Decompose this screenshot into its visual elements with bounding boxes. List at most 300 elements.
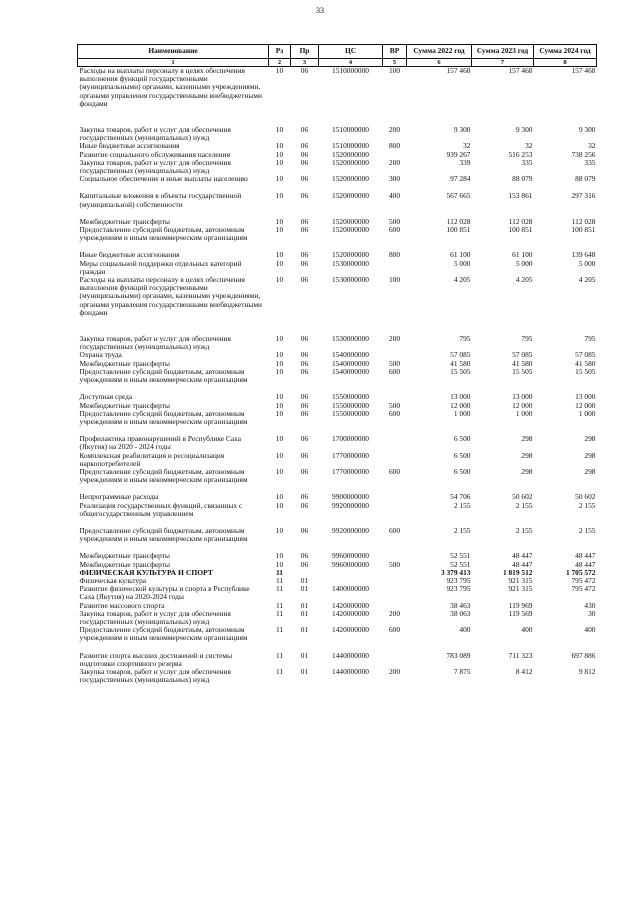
cell-vr: 800	[388, 250, 401, 260]
cell-name: Развитие массового спорта	[79, 600, 165, 610]
column-number: 4	[319, 59, 383, 67]
cell-pr: 06	[300, 191, 309, 201]
cell-cs: 1520000000	[332, 191, 369, 201]
cell-sum-2022: 783 089	[446, 650, 471, 660]
column-number: 2	[269, 59, 291, 67]
cell-pr: 06	[300, 500, 309, 510]
row-spacer	[78, 317, 597, 326]
cell-sum-2022: 400	[459, 625, 471, 635]
cell-sum-2023: 100 851	[508, 225, 533, 235]
cell-sum-2023: 298	[521, 434, 533, 444]
cell-sum-2024: 298	[584, 466, 596, 476]
table-row	[78, 610, 597, 626]
cell-name: Капитальные вложения в объекты государственной (муниципальной) собственности	[79, 191, 242, 209]
cell-rz: 10	[275, 66, 284, 75]
cell-sum-2022: 9 300	[453, 125, 471, 135]
cell-sum-2022: 52 551	[450, 551, 471, 561]
cell-sum-2024: 41 580	[575, 358, 596, 368]
table-row	[78, 435, 597, 451]
cell-cs: 9960000000	[332, 551, 369, 561]
cell-name: Межбюджетные трансферты	[79, 358, 170, 368]
column-number: 6	[407, 59, 472, 67]
cell-cs: 1510000000	[332, 125, 369, 135]
cell-sum-2024: 13 000	[575, 392, 596, 402]
cell-pr: 06	[300, 174, 309, 184]
cell-rz: 10	[275, 525, 284, 535]
cell-vr: 500	[388, 216, 401, 226]
cell-rz: 10	[275, 275, 284, 285]
column-number: 3	[291, 59, 319, 67]
cell-pr: 01	[300, 584, 309, 594]
header-sum-2022: Сумма 2022 год	[407, 45, 472, 59]
table-row	[78, 175, 597, 183]
cell-sum-2023: 8 412	[515, 666, 533, 676]
cell-pr: 06	[300, 350, 309, 360]
cell-vr: 200	[388, 125, 401, 135]
cell-cs: 1420000000	[332, 608, 369, 618]
cell-cs: 1540000000	[332, 350, 369, 360]
cell-pr: 06	[300, 450, 309, 460]
cell-pr: 01	[300, 650, 309, 660]
cell-pr: 06	[300, 551, 309, 561]
cell-sum-2022: 15 505	[450, 366, 471, 376]
cell-sum-2023: 516 253	[508, 149, 533, 159]
cell-pr: 01	[300, 575, 309, 585]
cell-sum-2022: 4 205	[453, 275, 471, 285]
column-number: 8	[534, 59, 597, 67]
cell-pr: 06	[300, 358, 309, 368]
cell-vr	[383, 493, 407, 501]
cell-sum-2022: 2 155	[453, 525, 471, 535]
cell-pr: 06	[300, 392, 309, 402]
cell-sum-2024: 298	[584, 434, 596, 444]
cell-cs: 1550000000	[332, 392, 369, 402]
cell-sum-2022: 2 155	[453, 500, 471, 510]
column-number: 7	[472, 59, 534, 67]
cell-cs: 1530000000	[332, 258, 369, 268]
cell-sum-2024: 795	[584, 334, 596, 344]
cell-name: Закупка товаров, работ и услуг для обеспечения государственных (муниципальных) нужд	[79, 334, 231, 352]
table-row	[78, 276, 597, 317]
cell-pr: 06	[300, 400, 309, 410]
cell-cs: 9920000000	[332, 500, 369, 510]
cell-sum-2024: 430	[584, 600, 596, 610]
cell-sum-2023: 921 315	[508, 575, 533, 585]
cell-vr: 600	[388, 366, 401, 376]
cell-rz: 10	[275, 250, 284, 260]
cell-rz: 10	[275, 434, 284, 444]
table-row	[78, 410, 597, 426]
cell-rz: 10	[275, 125, 284, 135]
table-body	[78, 67, 597, 685]
cell-cs: 1540000000	[332, 366, 369, 376]
cell-pr: 06	[300, 366, 309, 376]
cell-sum-2023: 298	[521, 450, 533, 460]
cell-sum-2024: 9 812	[578, 666, 596, 676]
budget-table	[77, 44, 597, 684]
cell-name: Закупка товаров, работ и услуг для обеспечения государственных (муниципальных) нужд	[79, 157, 231, 176]
cell-cs: 1770000000	[332, 450, 369, 460]
cell-sum-2022: 3 379 413	[440, 567, 471, 577]
cell-cs: 1520000000	[332, 216, 369, 226]
table-row	[78, 652, 597, 668]
cell-vr: 600	[388, 625, 401, 635]
cell-cs: 9960000000	[332, 559, 369, 569]
cell-sum-2024: 1 000	[578, 408, 596, 418]
cell-sum-2022: 38 063	[450, 608, 471, 618]
cell-rz: 11	[275, 625, 284, 635]
cell-rz: 10	[275, 500, 284, 510]
cell-sum-2024: 32	[588, 141, 596, 151]
cell-sum-2024: 139 648	[571, 250, 596, 260]
cell-sum-2024: 48 447	[575, 559, 596, 569]
cell-sum-2022: 61 100	[450, 250, 471, 260]
cell-sum-2023: 48 447	[512, 551, 533, 561]
cell-sum-2022: 567 665	[446, 191, 471, 201]
cell-pr: 06	[300, 250, 309, 260]
cell-name: Предоставление субсидий бюджетным, автономным учреждениям и иным некоммерческим организациям	[79, 625, 248, 643]
cell-sum-2024: 50 602	[575, 492, 596, 502]
column-number: 1	[78, 59, 269, 67]
cell-sum-2022: 7 875	[453, 666, 471, 676]
cell-sum-2023: 157 468	[508, 66, 533, 75]
cell-sum-2024: 298	[584, 450, 596, 460]
cell-sum-2023: 88 079	[512, 174, 533, 184]
cell-sum-2022: 57 085	[450, 350, 471, 360]
cell-name: Предоставление субсидий бюджетным, автономным учреждениям и иным некоммерческим организациям	[79, 408, 248, 426]
cell-name: Непрограммные расходы	[79, 492, 159, 502]
cell-sum-2023: 50 602	[512, 492, 533, 502]
cell-pr: 01	[300, 608, 309, 618]
cell-name: Развитие физической культуры и спорта в Республике Саха (Якутия) на 2020-2024 годы	[79, 584, 250, 602]
table-row	[78, 626, 597, 642]
cell-name: Иные бюджетные ассигнования	[79, 250, 180, 260]
cell-cs: 1440000000	[332, 650, 369, 660]
cell-name: Социальное обеспечение и иные выплаты населению	[79, 174, 248, 184]
cell-rz: 10	[275, 358, 284, 368]
cell-name: Комплексная реабилитация и ресоциализация наркопотребителей	[79, 450, 225, 468]
cell-pr: 01	[300, 666, 309, 676]
cell-sum-2022: 6 500	[453, 434, 471, 444]
cell-cs: 1550000000	[332, 408, 369, 418]
cell-name: Развитие спорта высших достижений и системы подготовки спортивного резерва	[79, 650, 233, 668]
spacer-cell	[78, 108, 597, 117]
cell-cs: 1420000000	[332, 600, 369, 610]
cell-sum-2023: 5 000	[515, 258, 533, 268]
cell-rz: 10	[275, 366, 284, 376]
cell-sum-2023: 48 447	[512, 559, 533, 569]
cell-cs: 1530000000	[332, 275, 369, 285]
cell-vr: 600	[388, 466, 401, 476]
cell-sum-2023: 298	[521, 466, 533, 476]
cell-vr: 200	[388, 157, 401, 167]
cell-pr: 06	[300, 141, 309, 151]
cell-sum-2022: 6 500	[453, 450, 471, 460]
table-row	[78, 668, 597, 684]
cell-sum-2023: 335	[521, 157, 533, 167]
cell-vr: 600	[388, 408, 401, 418]
cell-sum-2024: 112 028	[571, 216, 596, 226]
cell-sum-2023: 2 155	[515, 500, 533, 510]
cell-sum-2022: 6 500	[453, 466, 471, 476]
cell-cs: 1770000000	[332, 466, 369, 476]
cell-rz: 10	[275, 149, 284, 159]
row-spacer	[78, 108, 597, 117]
cell-rz: 11	[275, 608, 284, 618]
cell-sum-2022: 32	[463, 141, 471, 151]
cell-name: Межбюджетные трансферты	[79, 559, 170, 569]
cell-vr: 500	[388, 559, 401, 569]
cell-vr: 100	[388, 66, 401, 75]
cell-name: Закупка товаров, работ и услуг для обеспечения государственных (муниципальных) нужд	[79, 608, 231, 626]
cell-sum-2023: 112 028	[508, 216, 533, 226]
table-row	[78, 126, 597, 142]
cell-vr	[383, 502, 407, 518]
cell-pr: 06	[300, 125, 309, 135]
cell-name: Профилактика правонарушений в Республике Саха (Якутия) на 2020 - 2024 годы	[79, 434, 241, 452]
cell-vr: 400	[388, 191, 401, 201]
cell-sum-2023: 1 000	[515, 408, 533, 418]
cell-sum-2023: 57 085	[512, 350, 533, 360]
cell-sum-2023: 41 580	[512, 358, 533, 368]
cell-sum-2023: 15 505	[512, 366, 533, 376]
cell-sum-2024: 400	[584, 625, 596, 635]
cell-cs: 1510000000	[332, 141, 369, 151]
table-row	[78, 192, 597, 208]
cell-name: Реализация государственных функций, связанных с общегосударственным управлением	[79, 500, 243, 518]
table-row	[78, 67, 597, 109]
cell-rz: 11	[275, 600, 284, 610]
cell-sum-2022: 339	[459, 157, 471, 167]
cell-name: Меры социальной поддержки отдельных категорий граждан	[79, 258, 242, 276]
cell-sum-2024: 157 468	[571, 66, 596, 75]
cell-cs: 1520000000	[332, 157, 369, 167]
cell-vr: 100	[388, 275, 401, 285]
cell-cs: 9920000000	[332, 525, 369, 535]
cell-sum-2023: 119 969	[508, 600, 533, 610]
cell-sum-2024: 2 155	[578, 525, 596, 535]
cell-pr: 06	[300, 492, 309, 502]
cell-rz: 11	[275, 575, 284, 585]
cell-rz: 10	[275, 141, 284, 151]
cell-vr	[383, 585, 407, 601]
cell-name: Предоставление субсидий бюджетным, автономным учреждениям и иным некоммерческим организациям	[79, 366, 248, 385]
cell-name: Физическая культура	[79, 575, 147, 585]
cell-rz: 10	[275, 258, 284, 268]
table-row	[78, 335, 597, 351]
cell-pr: 06	[300, 258, 309, 268]
cell-sum-2022: 112 028	[446, 216, 471, 226]
cell-sum-2024: 100 851	[571, 225, 596, 235]
cell-sum-2022: 923 795	[446, 584, 471, 594]
cell-sum-2023: 12 000	[512, 400, 533, 410]
cell-sum-2024: 57 085	[575, 350, 596, 360]
header-vr: ВР	[383, 45, 407, 59]
cell-sum-2023: 4 205	[515, 275, 533, 285]
cell-sum-2024: 335	[584, 157, 596, 167]
header-pr: Пр	[291, 45, 319, 59]
cell-rz: 10	[275, 400, 284, 410]
cell-rz: 10	[275, 551, 284, 561]
cell-vr	[383, 452, 407, 468]
cell-vr: 600	[388, 225, 401, 235]
cell-rz: 10	[275, 191, 284, 201]
table-row	[78, 368, 597, 384]
header-rz: Рз	[269, 45, 291, 59]
cell-vr	[383, 652, 407, 668]
cell-rz: 10	[275, 216, 284, 226]
cell-cs: 1520000000	[332, 225, 369, 235]
cell-sum-2023: 400	[521, 625, 533, 635]
cell-sum-2024: 9 300	[578, 125, 596, 135]
cell-vr	[383, 435, 407, 451]
header-name: Наименование	[78, 45, 269, 59]
cell-cs: 1530000000	[332, 334, 369, 344]
cell-rz: 10	[275, 225, 284, 235]
cell-vr: 500	[388, 358, 401, 368]
cell-sum-2023: 13 000	[512, 392, 533, 402]
cell-name: Межбюджетные трансферты	[79, 551, 170, 561]
column-number: 5	[383, 59, 407, 67]
cell-cs: 1400000000	[332, 584, 369, 594]
cell-cs: 1520000000	[332, 174, 369, 184]
cell-cs: 9900000000	[332, 492, 369, 502]
cell-sum-2024: 5 000	[578, 258, 596, 268]
cell-name: ФИЗИЧЕСКАЯ КУЛЬТУРА И СПОРТ	[79, 567, 213, 577]
cell-sum-2022: 13 000	[450, 392, 471, 402]
cell-name: Доступная среда	[79, 392, 133, 402]
cell-sum-2023: 1 819 512	[502, 567, 533, 577]
cell-vr: 800	[388, 141, 401, 151]
table-row	[78, 468, 597, 484]
cell-sum-2024: 297 316	[571, 191, 596, 201]
cell-rz: 11	[275, 650, 284, 660]
cell-vr	[383, 577, 407, 585]
cell-rz: 10	[275, 559, 284, 569]
cell-vr	[383, 260, 407, 276]
cell-cs: 1540000000	[332, 358, 369, 368]
table-row	[78, 502, 597, 518]
cell-sum-2024: 697 886	[571, 650, 596, 660]
cell-vr	[383, 569, 407, 577]
cell-pr: 01	[300, 625, 309, 635]
cell-cs: 1550000000	[332, 400, 369, 410]
cell-rz: 10	[275, 392, 284, 402]
cell-rz: 11	[276, 567, 283, 577]
cell-pr: 06	[300, 225, 309, 235]
cell-sum-2023: 9 300	[515, 125, 533, 135]
cell-sum-2024: 1 705 572	[565, 567, 596, 577]
cell-rz: 10	[275, 466, 284, 476]
cell-name: Закупка товаров, работ и услуг для обеспечения государственных (муниципальных) нужд	[79, 666, 231, 685]
cell-cs: 1520000000	[332, 149, 369, 159]
cell-cs	[319, 569, 383, 577]
cell-pr: 06	[300, 216, 309, 226]
table-row	[78, 159, 597, 175]
cell-pr: 06	[300, 434, 309, 444]
cell-name: Развитие социального обслуживания населения	[79, 149, 230, 159]
cell-sum-2024: 48 447	[575, 551, 596, 561]
cell-rz: 11	[275, 666, 284, 676]
cell-vr: 300	[388, 174, 401, 184]
cell-rz: 10	[275, 408, 284, 418]
cell-sum-2022: 1 000	[453, 408, 471, 418]
cell-name: Закупка товаров, работ и услуг для обеспечения государственных (муниципальных) нужд	[79, 125, 231, 143]
cell-sum-2022: 939 267	[446, 149, 471, 159]
cell-rz: 10	[275, 334, 284, 344]
cell-rz: 10	[275, 174, 284, 184]
cell-pr: 06	[300, 559, 309, 569]
cell-cs: 1420000000	[332, 625, 369, 635]
cell-sum-2023: 153 861	[508, 191, 533, 201]
cell-vr: 200	[388, 608, 401, 618]
cell-sum-2024: 795 472	[571, 575, 596, 585]
table-row	[78, 527, 597, 543]
cell-rz: 10	[275, 450, 284, 460]
cell-sum-2024: 2 155	[578, 500, 596, 510]
cell-sum-2023: 119 569	[508, 608, 533, 618]
cell-sum-2024: 795 472	[571, 584, 596, 594]
cell-sum-2024: 4 205	[578, 275, 596, 285]
cell-sum-2023: 795	[521, 334, 533, 344]
header-cs: ЦС	[319, 45, 383, 59]
cell-cs: 1510000000	[332, 66, 369, 75]
cell-sum-2023: 2 155	[515, 525, 533, 535]
cell-pr: 06	[300, 149, 309, 159]
cell-sum-2024: 15 505	[575, 366, 596, 376]
cell-pr: 06	[300, 466, 309, 476]
cell-name: Предоставление субсидий бюджетным, автономным учреждениям и иным некоммерческим организациям	[79, 525, 248, 544]
header-row	[78, 45, 597, 59]
table-row	[78, 260, 597, 276]
cell-name: Межбюджетные трансферты	[79, 400, 170, 410]
cell-sum-2022: 54 706	[450, 492, 471, 502]
cell-sum-2022: 157 468	[446, 66, 471, 75]
cell-vr: 200	[388, 334, 401, 344]
cell-sum-2022: 5 000	[453, 258, 471, 268]
header-sum-2024: Сумма 2024 год	[534, 45, 597, 59]
table-row	[78, 226, 597, 242]
cell-sum-2022: 795	[459, 334, 471, 344]
cell-cs: 1700000000	[332, 434, 369, 444]
cell-sum-2022: 38 463	[450, 600, 471, 610]
cell-sum-2024: 12 000	[575, 400, 596, 410]
cell-sum-2022: 12 000	[450, 400, 471, 410]
cell-pr: 06	[300, 525, 309, 535]
cell-cs: 1520000000	[332, 250, 369, 260]
cell-name: Расходы на выплаты персоналу в целях обеспечения выполнения функций государственными (муниципальными) органами, казенными учреждениями, органами управления государственными внебюджетными фондами	[79, 275, 262, 317]
cell-name: Межбюджетные трансферты	[79, 216, 170, 226]
table-row	[78, 452, 597, 468]
cell-vr: 600	[388, 525, 401, 535]
cell-name: Иные бюджетные ассигнования	[79, 141, 180, 151]
cell-sum-2023: 921 315	[508, 584, 533, 594]
page-number: 33	[316, 6, 324, 15]
cell-sum-2024: 30	[588, 608, 596, 618]
cell-pr: 06	[300, 157, 309, 167]
cell-pr: 01	[300, 600, 309, 610]
header-sum-2023: Сумма 2023 год	[472, 45, 534, 59]
cell-rz: 10	[275, 492, 284, 502]
cell-pr: 06	[300, 275, 309, 285]
cell-sum-2023: 61 100	[512, 250, 533, 260]
cell-sum-2023: 32	[525, 141, 533, 151]
cell-pr: 06	[300, 408, 309, 418]
cell-sum-2024: 738 256	[571, 149, 596, 159]
cell-rz: 10	[275, 157, 284, 167]
cell-sum-2022: 52 551	[450, 559, 471, 569]
cell-name: Предоставление субсидий бюджетным, автономным учреждениям и иным некоммерческим организациям	[79, 225, 248, 243]
